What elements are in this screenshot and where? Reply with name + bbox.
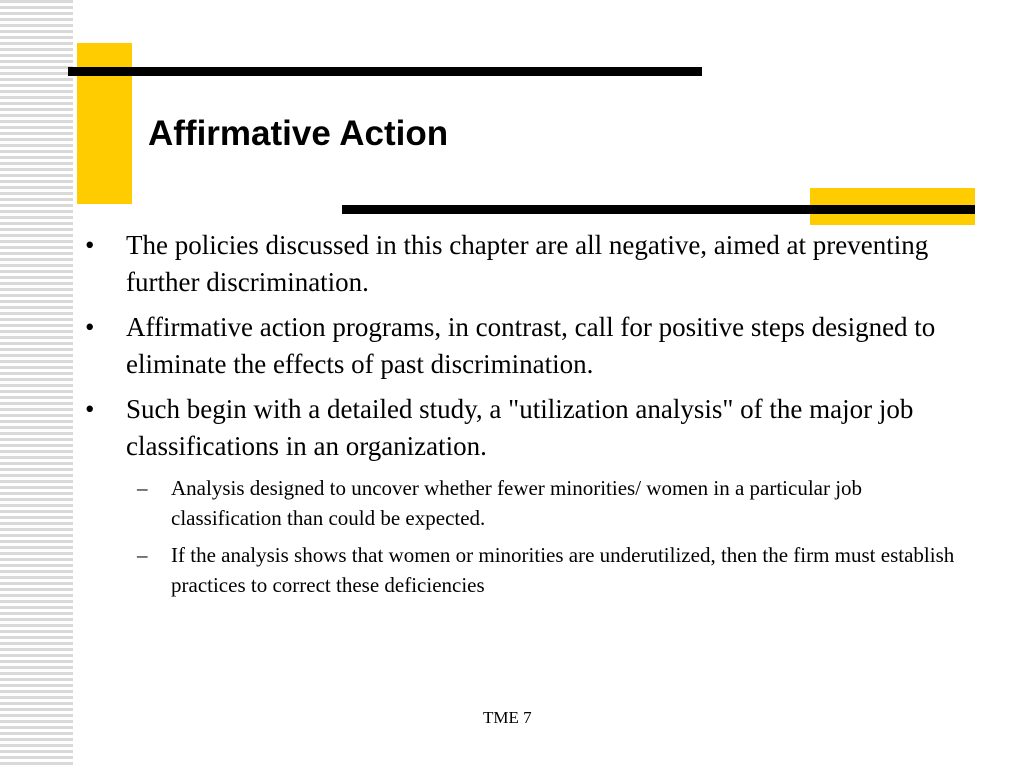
bullet-text: The policies discussed in this chapter are all negative, aimed at preventing further discrimination.	[126, 230, 929, 297]
bullet-marker: •	[85, 394, 95, 424]
bullet-text: Affirmative action programs, in contrast, call for positive steps designed to eliminate the effects of past discrimination.	[126, 312, 936, 379]
sub-bullet-item	[137, 473, 955, 533]
sub-bullet-item	[137, 540, 955, 600]
bullet-text: Such begin with a detailed study, a "utilization analysis" of the major job classifications in an organization.	[126, 394, 914, 461]
sub-bullet-marker: –	[137, 476, 148, 500]
slide-footer: TME 7	[483, 708, 532, 727]
title-rule-bottom	[342, 205, 975, 214]
bullet-item	[85, 391, 955, 465]
slide-title: Affirmative Action	[148, 114, 449, 153]
sub-bullet-marker: –	[137, 543, 148, 567]
slide-body	[85, 227, 955, 607]
bullet-item	[85, 227, 955, 301]
sub-bullet-text: If the analysis shows that women or minorities are underutilized, then the firm must establish practices to correct these deficiencies	[171, 543, 955, 597]
title-rule-top	[68, 67, 702, 76]
striped-sidebar	[0, 0, 73, 768]
sub-bullet-text: Analysis designed to uncover whether fewer minorities/ women in a particular job classification than could be expected.	[171, 476, 863, 530]
bullet-marker: •	[85, 230, 95, 260]
bullet-marker: •	[85, 312, 95, 342]
bullet-item	[85, 309, 955, 383]
